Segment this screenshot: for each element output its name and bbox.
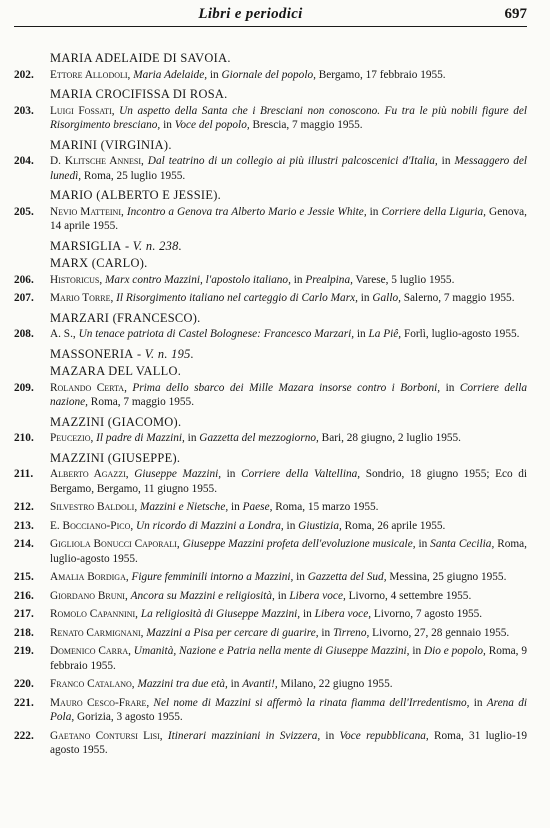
entry-details: Genova, 14 aprile 1955. (50, 205, 527, 232)
entry-publication: Voce del popolo, (174, 119, 250, 131)
entry-publication: Corriere della Liguria, (381, 205, 486, 218)
bibliography-entry (14, 500, 527, 515)
entry-title: Itinerari mazziniani in Svizzera, (167, 729, 321, 742)
subject-heading (14, 450, 527, 468)
page-number: 697 (504, 6, 527, 22)
entry-number: 211. (14, 468, 34, 480)
entry-number: 205. (14, 205, 34, 218)
entry-publication: Libera voce, (314, 608, 372, 620)
entry-details: Roma, 7 maggio 1955. (87, 396, 195, 408)
bibliography-entry (14, 273, 527, 288)
bibliography-entry (14, 696, 527, 725)
entry-publication: Arena di Pola, (50, 696, 527, 723)
entry-number: 220. (14, 678, 34, 690)
entry-number: 214. (14, 538, 34, 550)
entry-details: Salerno, 7 maggio 1955. (400, 292, 515, 304)
entry-author: Mario Torre, (50, 292, 114, 304)
entry-details: Brescia, 7 maggio 1955. (249, 119, 363, 131)
entry-in: in (357, 292, 373, 304)
bibliography-entry (14, 626, 527, 641)
entry-publication: Gazzetta del mezzogiorno, (199, 432, 319, 444)
entry-details: Roma, 31 luglio-19 agosto 1955. (50, 729, 528, 756)
entry-author: Romolo Capannini, (50, 608, 138, 620)
entry-title: Dal teatrino di un collegio ai più illustri palcoscenici d'Italia, (147, 155, 438, 167)
entry-number: 215. (14, 571, 34, 583)
entry-in: in (207, 68, 222, 81)
bibliography-entry (14, 729, 527, 758)
entry-in: in (228, 501, 243, 513)
entry-title: Maria Adelaide, (133, 68, 208, 81)
subject-heading (14, 86, 527, 104)
bibliography-entry (14, 68, 527, 83)
entry-in: in (274, 589, 290, 602)
entry-in: in (283, 519, 299, 532)
entry-number: 210. (14, 432, 34, 444)
entry-details: Bari, 28 giugno, 2 luglio 1955. (318, 432, 462, 444)
subject-heading-text: MAZZINI (GIACOMO). (50, 414, 182, 429)
bibliography-entry (14, 519, 527, 534)
entry-publication: Tirreno, (333, 626, 370, 639)
entry-in: in (437, 155, 455, 167)
subject-heading-text: MARSIGLIA (50, 238, 122, 253)
subject-heading-text: MAZZINI (GIUSEPPE). (50, 450, 181, 465)
entry-details: Varese, 5 luglio 1955. (352, 273, 455, 286)
entry-publication: Corriere della Valtellina, (241, 468, 361, 480)
entry-title: Mazzini tra due età, (137, 678, 228, 690)
entry-number: 203. (14, 104, 34, 117)
cross-reference: - V. n. 195. (133, 346, 195, 361)
entry-publication: Libera voce, (289, 589, 346, 602)
entry-publication: Voce repubblicana, (339, 729, 429, 742)
entry-details: Milano, 22 giugno 1955. (277, 678, 393, 690)
entry-in: in (184, 432, 200, 444)
bibliography-entry (14, 467, 527, 496)
entry-number: 208. (14, 328, 34, 340)
entry-in: in (320, 729, 340, 742)
entry-details: Sondrio, 18 giugno 1955; Eco di Bergamo, Bergamo, 11 giugno 1955. (50, 468, 528, 495)
entry-title: Mazzini e Nietsche, (140, 501, 229, 513)
entry-number: 202. (14, 68, 34, 81)
entry-number: 222. (14, 729, 34, 742)
subject-heading-text: MAZARA DEL VALLO. (50, 364, 182, 378)
entry-in: in (293, 571, 308, 583)
bibliography-entry (14, 291, 527, 306)
entry-in: in (227, 678, 243, 690)
entry-details: Livorno, 27, 28 gennaio 1955. (369, 626, 510, 639)
entry-publication: Gazzetta del Sud, (307, 571, 387, 583)
entry-number: 213. (14, 519, 34, 532)
entry-author: Luigi Fossati, (50, 104, 115, 117)
subject-heading (14, 346, 527, 364)
entry-details: Livorno, 4 settembre 1955. (345, 589, 472, 602)
entry-publication: Avanti!, (242, 678, 278, 690)
subject-heading-text: MARZARI (FRANCESCO). (50, 310, 201, 325)
entry-in: in (290, 273, 306, 286)
entry-publication: Prealpina, (305, 273, 353, 286)
entry-in: in (469, 696, 487, 709)
entry-title: Marx contro Mazzini, l'apostolo italiano, (105, 273, 291, 286)
entry-publication: Dio e popolo, (423, 645, 486, 657)
bibliography-entry (14, 607, 527, 622)
entry-number: 209. (14, 381, 34, 394)
entry-author: Ettore Allodoli, (50, 68, 131, 81)
subject-heading (14, 414, 527, 432)
entry-publication: Paese, (242, 501, 273, 513)
running-head-title: Libri e periodici (198, 6, 303, 22)
entry-publication: Gallo, (372, 292, 401, 304)
entry-title: Un aspetto della Santa che i Bresciani non conoscono. Fu tra le più nobili figure del Risorgimento bresciano, (50, 104, 527, 131)
entry-in: in (221, 468, 242, 480)
entry-number: 217. (14, 608, 34, 620)
entry-author: Gigliola Bonucci Caporali, (50, 538, 180, 550)
entry-details: Roma, 9 febbraio 1955. (50, 645, 527, 672)
entry-number: 212. (14, 501, 34, 513)
entry-in: in (409, 645, 424, 657)
entry-title: Umanità, Nazione e Patria nella mente di Giuseppe Mazzini, (133, 645, 410, 657)
cross-reference: - V. n. 238. (121, 238, 183, 253)
subject-heading-text: MARIA ADELAIDE DI SAVOIA. (50, 51, 231, 65)
entry-number: 218. (14, 626, 34, 639)
entry-author: Historicus, (50, 273, 103, 286)
subject-heading (14, 187, 527, 205)
entry-publication: La Piê, (368, 328, 402, 340)
entry-in: in (354, 328, 369, 340)
entry-author: Domenico Carra, (50, 645, 131, 657)
entry-details: Bergamo, 17 febbraio 1955. (315, 68, 446, 81)
entry-in: in (318, 626, 333, 639)
subject-heading (14, 310, 527, 328)
entry-number: 207. (14, 292, 34, 304)
bibliography-entry (14, 381, 527, 410)
entry-in: in (300, 608, 315, 620)
bibliography-entry (14, 589, 527, 604)
entry-title: Giuseppe Mazzini, (134, 468, 222, 480)
entry-title: Ancora su Mazzini e religiosità, (130, 589, 275, 602)
entry-number: 204. (14, 155, 34, 167)
entry-in: in (440, 381, 460, 394)
subject-heading (14, 363, 527, 381)
subject-heading-text: MARIO (ALBERTO E JESSIE). (50, 188, 222, 202)
bibliography-entry (14, 570, 527, 585)
entry-title: Prima dello sbarco dei Mille Mazara insorse contro i Borboni, (132, 381, 441, 394)
entry-title: Mazzini a Pisa per cercare di guarire, (146, 626, 319, 639)
entry-title: Giuseppe Mazzini profeta dell'evoluzione musicale, (182, 538, 416, 550)
entry-title: Nel nome di Mazzini si affermò la rinata fiamma dell'Irredentismo, (153, 696, 470, 709)
entry-author: Amalia Bordiga, (50, 571, 129, 583)
entry-number: 221. (14, 696, 34, 709)
entry-author: Franco Catalano, (50, 678, 135, 690)
bibliography-entry (14, 104, 527, 133)
entry-in: in (160, 119, 175, 131)
entry-author: Alberto Agazzi, (50, 468, 129, 480)
entry-publication: Giornale del popolo, (221, 68, 316, 81)
entry-author: Rolando Certa, (50, 381, 127, 394)
entry-details: Livorno, 7 agosto 1955. (371, 608, 483, 620)
entry-author: Giordano Bruni, (50, 589, 128, 602)
subject-heading (14, 137, 527, 155)
entry-author: Mauro Cesco-Frare, (50, 696, 150, 709)
entry-publication: Santa Cecilia, (430, 538, 495, 550)
entry-in: in (366, 205, 382, 218)
entry-number: 216. (14, 589, 34, 602)
entry-title: Il Risorgimento italiano nel carteggio di Carlo Marx, (116, 292, 358, 304)
entry-number: 206. (14, 273, 34, 286)
entry-title: Incontro a Genova tra Alberto Mario e Jessie White, (126, 205, 367, 218)
entry-details: Roma, 25 luglio 1955. (81, 169, 186, 182)
bibliography-entry (14, 644, 527, 673)
entry-author: A. S., (50, 328, 76, 340)
entry-details: Roma, 26 aprile 1955. (341, 519, 446, 532)
entry-author: E. Bocciano-Pico, (50, 519, 134, 532)
entry-title: Figure femminili intorno a Mazzini, (131, 571, 294, 583)
subject-heading-text: MARINI (VIRGINIA). (50, 137, 172, 152)
bibliography-entry (14, 677, 527, 692)
subject-heading-text: MARX (CARLO). (50, 256, 148, 270)
subject-heading (14, 255, 527, 273)
entry-title: Un tenace patriota di Castel Bolognese: Francesco Marzari, (78, 328, 355, 340)
entry-details: Messina, 25 giugno 1955. (386, 571, 507, 583)
entry-title: La religiosità di Giuseppe Mazzini, (140, 608, 301, 620)
entry-title: Il padre di Mazzini, (96, 432, 185, 444)
bibliography-entry (14, 205, 527, 234)
bibliography-entry (14, 154, 527, 183)
entry-author: Peucezio, (50, 432, 94, 444)
entry-publication: Giustizia, (298, 519, 342, 532)
entry-number: 219. (14, 645, 34, 657)
subject-heading-text: MASSONERIA (50, 346, 134, 361)
entry-details: Roma, 15 marzo 1955. (272, 501, 379, 513)
running-head (14, 0, 527, 27)
entry-in: in (415, 538, 431, 550)
subject-heading (14, 50, 527, 68)
entry-author: Silvestro Baldoli, (50, 501, 138, 513)
subject-heading-text: MARIA CROCIFISSA DI ROSA. (50, 87, 228, 101)
bibliography-entry (14, 431, 527, 446)
entry-author: Nevio Matteini, (50, 205, 124, 218)
entry-publication: Corriere della nazione, (50, 381, 527, 408)
entry-author: Renato Carmignani, (50, 626, 144, 639)
entry-details: Forlì, luglio-agosto 1955. (401, 328, 520, 340)
bibliography-list (14, 27, 527, 758)
entry-title: Un ricordo di Mazzini a Londra, (136, 519, 284, 532)
bibliography-entry (14, 537, 527, 566)
entry-details: Roma, luglio-agosto 1955. (50, 538, 528, 565)
entry-details: Gorizia, 3 agosto 1955. (74, 711, 183, 723)
bibliography-entry (14, 327, 527, 342)
entry-author: Gaetano Contursi Lisi, (50, 729, 163, 742)
subject-heading (14, 238, 527, 256)
entry-author: D. Klitsche Annesi, (50, 155, 144, 167)
entry-publication: Messaggero del lunedì, (50, 155, 527, 182)
